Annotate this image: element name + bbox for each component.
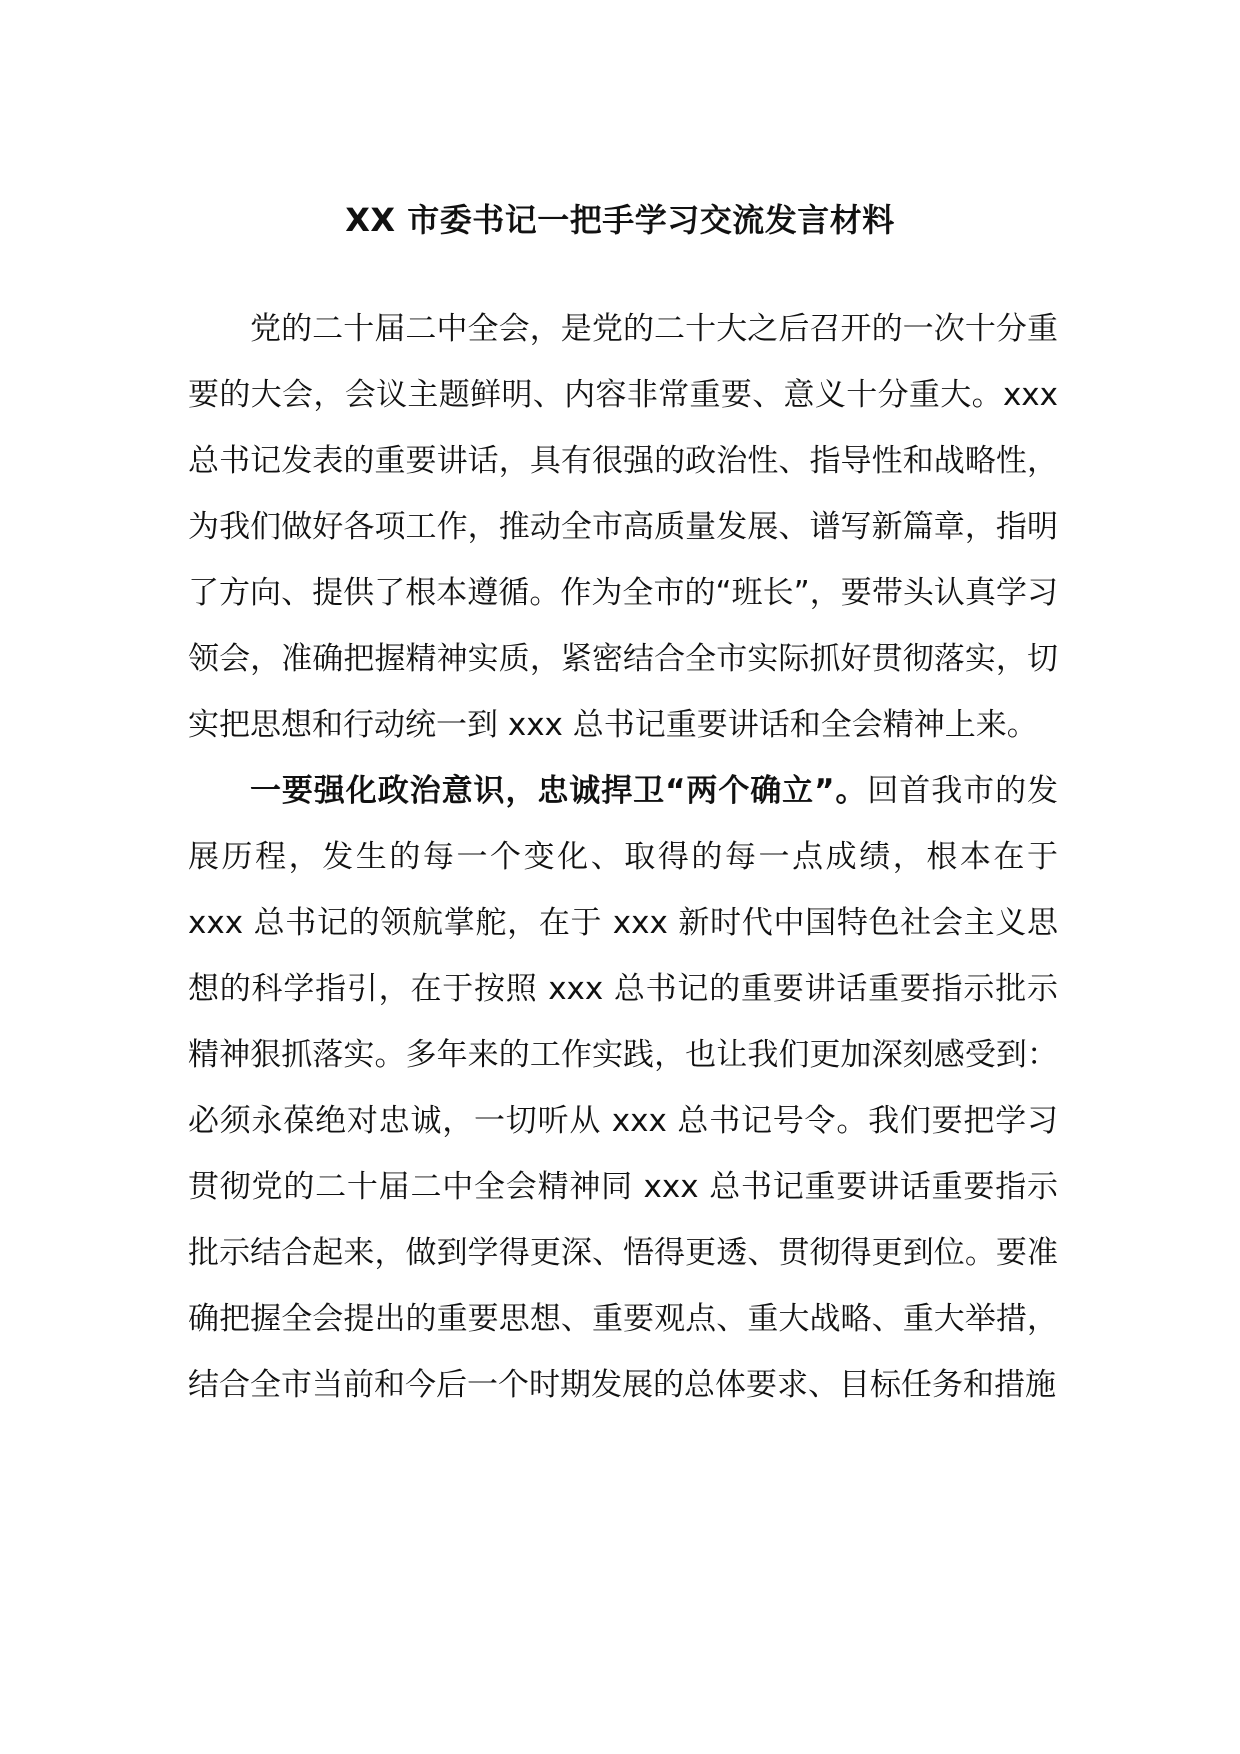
- paragraph-point-one-heading: 一要强化政治意识，忠诚捍卫“两个确立”。: [250, 773, 868, 809]
- paragraph-intro: [188, 296, 1058, 758]
- paragraph-point-one: [188, 758, 1058, 1418]
- document-title: XX 市委书记一把手学习交流发言材料: [345, 201, 895, 239]
- paragraph-intro-text: 党的二十届二中全会，是党的二十大之后召开的一次十分重要的大会，会议主题鲜明、内容非常重要、意义十分重大。xxx 总书记发表的重要讲话，具有很强的政治性、指导性和战略性，为我们做好各项工作，推动全市高质量发展、谱写新篇章，指明了方向、提供了根本遵循。作为全市的“班长”，要带头认真学习领会，准确把握精神实质，紧密结合全市实际抓好贯彻落实，切实把思想和行动统一到 xxx 总书记重要讲话和全会精神上来。: [188, 311, 1058, 743]
- paragraph-point-one-text: 回首我市的发展历程，发生的每一个变化、取得的每一点成绩，根本在于 xxx 总书记的领航掌舵，在于 xxx 新时代中国特色社会主义思想的科学指引，在于按照 xxx 总书记的重要讲话重要指示批示精神狠抓落实。多年来的工作实践，也让我们更加深刻感受到：必须永葆绝对忠诚，一切听从 xxx 总书记号令。我们要把学习贯彻党的二十届二中全会精神同 xxx 总书记重要讲话重要指示批示结合起来，做到学得更深、悟得更透、贯彻得更到位。要准确把握全会提出的重要思想、重要观点、重大战略、重大举措，结合全市当前和今后一个时期发展的总体要求、目标任务和措施: [188, 773, 1059, 1403]
- document-body: [188, 296, 1058, 1418]
